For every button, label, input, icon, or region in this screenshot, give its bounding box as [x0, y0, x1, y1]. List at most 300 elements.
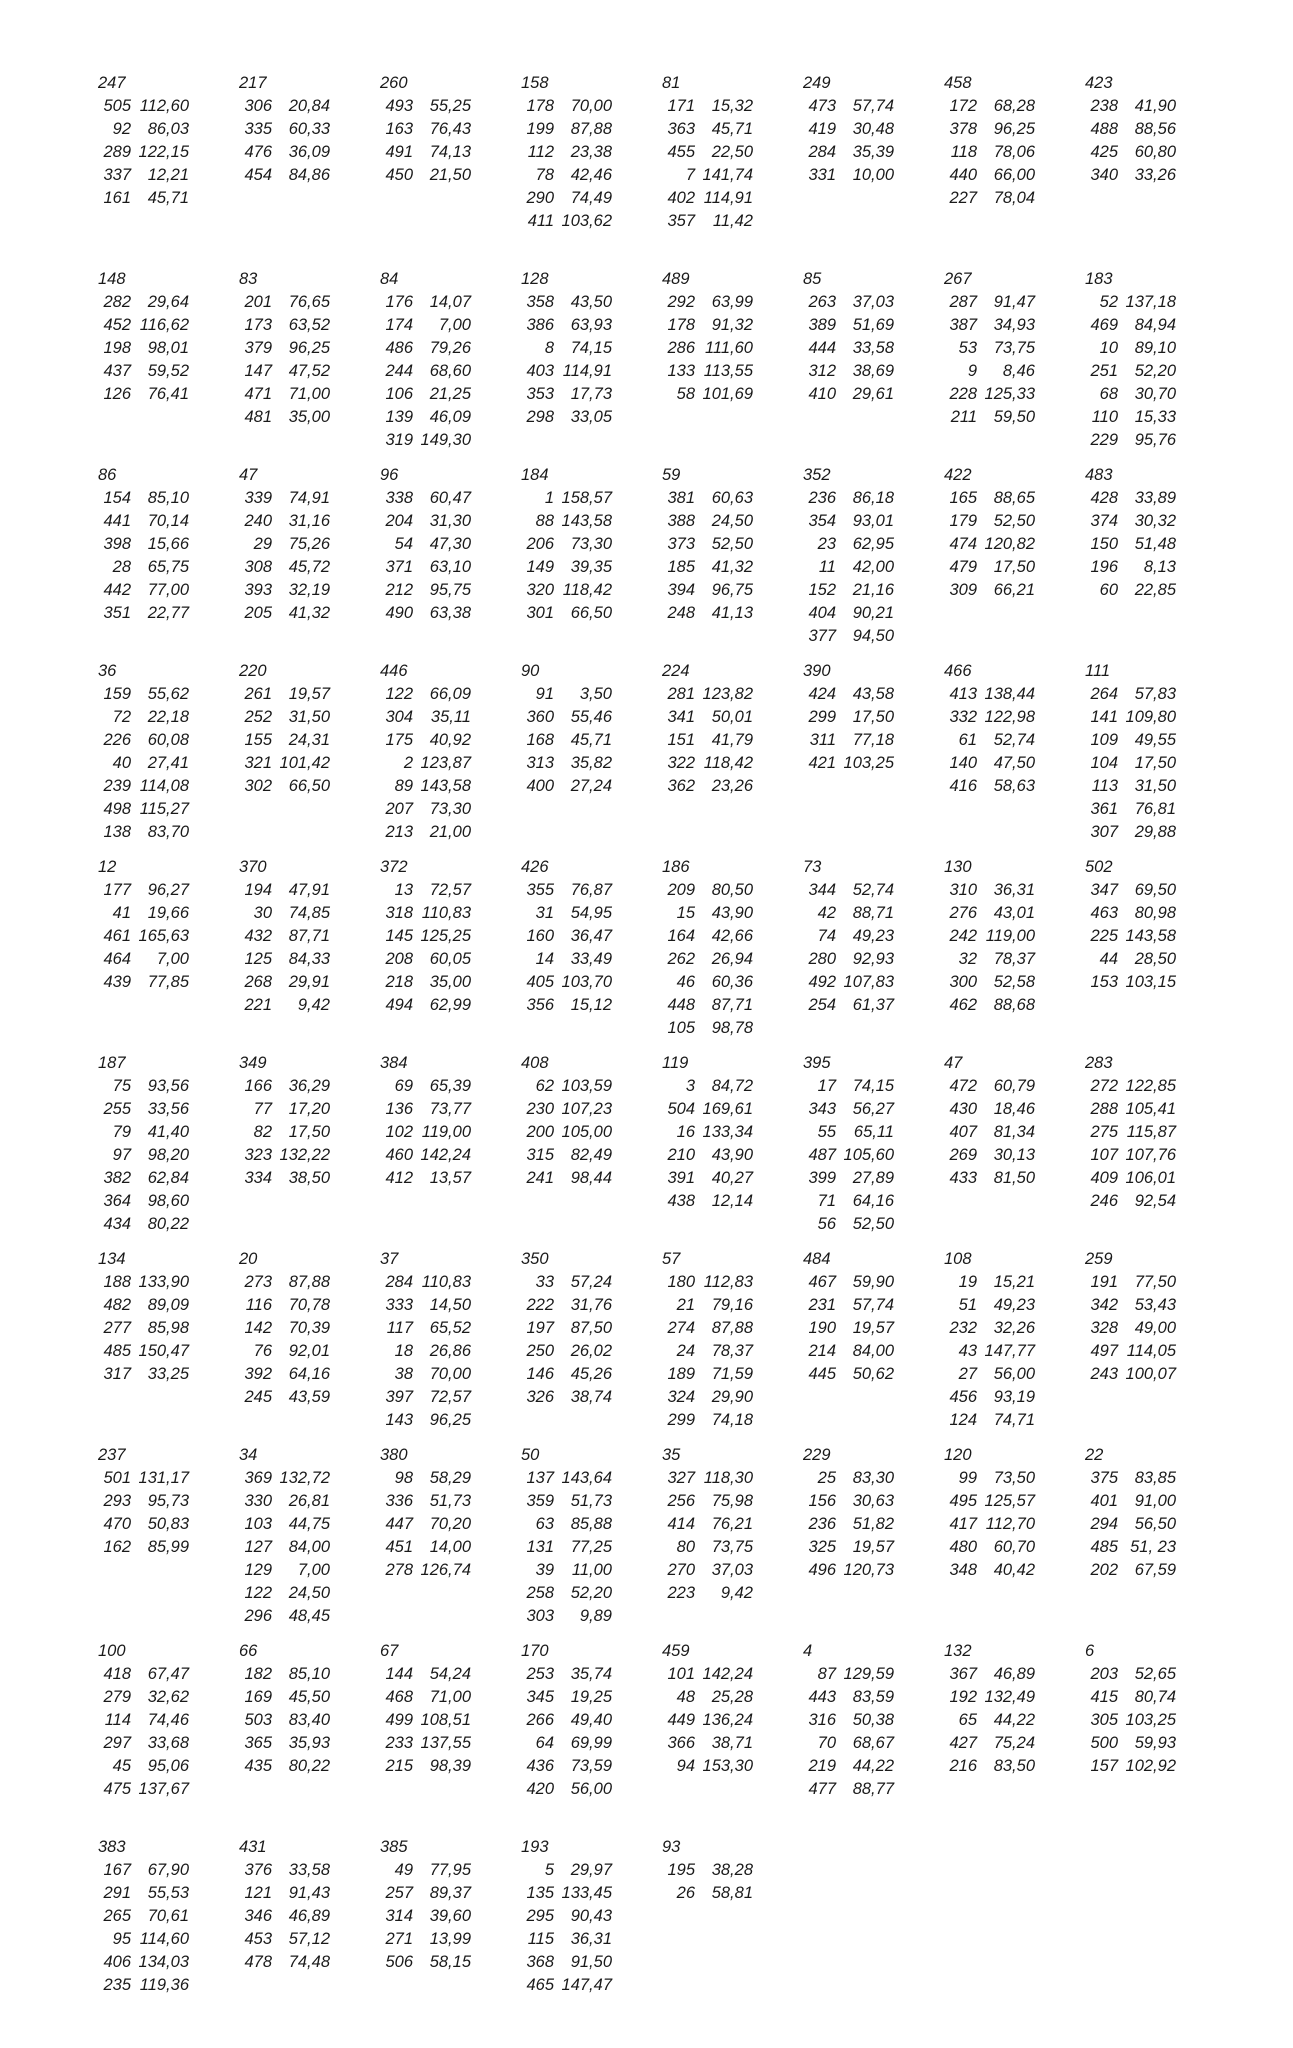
- row-value: 74,15: [570, 339, 612, 357]
- table-row: [803, 556, 898, 579]
- table-row: [803, 1755, 898, 1778]
- row-value: 92,54: [1134, 1192, 1176, 1210]
- table-row: [239, 118, 334, 141]
- block-heading: 67: [380, 1642, 399, 1660]
- table-row: [239, 602, 334, 625]
- table-row: [380, 360, 475, 383]
- row-number: 467: [808, 1273, 836, 1291]
- row-value: 103,25: [1125, 1711, 1176, 1729]
- table-row: [98, 1732, 193, 1755]
- row-number: 82: [253, 1123, 272, 1141]
- row-number: 221: [244, 996, 272, 1014]
- table-row: [98, 683, 193, 706]
- row-number: 375: [1090, 1469, 1118, 1487]
- row-value: 93,01: [852, 512, 894, 530]
- table-row: [239, 487, 334, 510]
- table-row: [521, 994, 616, 1017]
- row-number: 274: [667, 1319, 695, 1337]
- row-number: 5: [544, 1861, 554, 1879]
- table-row: [1085, 95, 1180, 118]
- table-row: [380, 706, 475, 729]
- row-value: 35,82: [570, 754, 612, 772]
- row-value: 85,88: [570, 1515, 612, 1533]
- row-number: 99: [958, 1469, 977, 1487]
- row-number: 293: [103, 1492, 131, 1510]
- data-block: [239, 268, 334, 429]
- row-number: 427: [949, 1734, 977, 1752]
- table-row: [98, 1928, 193, 1951]
- table-row: [98, 95, 193, 118]
- row-number: 147: [244, 362, 272, 380]
- row-number: 146: [526, 1365, 554, 1383]
- row-value: 28,50: [1134, 950, 1176, 968]
- table-row: [662, 533, 757, 556]
- table-row: [521, 1271, 616, 1294]
- table-row: [380, 1859, 475, 1882]
- data-block: [521, 1640, 616, 1801]
- row-number: 161: [103, 189, 131, 207]
- row-number: 401: [1090, 1492, 1118, 1510]
- row-value: 84,33: [288, 950, 330, 968]
- table-row: [521, 1467, 616, 1490]
- table-row: [803, 994, 898, 1017]
- row-value: 98,60: [147, 1192, 189, 1210]
- row-number: 403: [526, 362, 554, 380]
- table-row: [662, 1582, 757, 1605]
- row-number: 40: [112, 754, 131, 772]
- row-value: 137,18: [1125, 293, 1176, 311]
- row-number: 124: [949, 1411, 977, 1429]
- data-block: [98, 72, 193, 210]
- row-number: 332: [949, 708, 977, 726]
- row-value: 85,10: [147, 489, 189, 507]
- row-number: 49: [394, 1861, 413, 1879]
- row-value: 80,74: [1134, 1688, 1176, 1706]
- row-number: 179: [949, 512, 977, 530]
- row-number: 389: [808, 316, 836, 334]
- block-heading: 249: [803, 74, 831, 92]
- row-number: 122: [385, 685, 413, 703]
- table-row: [662, 1686, 757, 1709]
- table-row: [1085, 1167, 1180, 1190]
- table-row: [521, 602, 616, 625]
- row-number: 336: [385, 1492, 413, 1510]
- row-number: 51: [958, 1296, 977, 1314]
- table-row: [98, 1167, 193, 1190]
- row-value: 143,58: [561, 512, 612, 530]
- row-number: 388: [667, 512, 695, 530]
- row-value: 66,50: [288, 777, 330, 795]
- table-row: [662, 141, 757, 164]
- table-row: [239, 533, 334, 556]
- row-value: 41,32: [711, 558, 753, 576]
- table-row: [662, 1144, 757, 1167]
- table-row: [944, 1409, 1039, 1432]
- table-row: [803, 314, 898, 337]
- table-row: [1085, 1271, 1180, 1294]
- table-row: [521, 556, 616, 579]
- data-block: [1085, 1052, 1180, 1213]
- row-number: 305: [1090, 1711, 1118, 1729]
- row-number: 156: [808, 1492, 836, 1510]
- row-number: 404: [808, 604, 836, 622]
- row-value: 84,94: [1134, 316, 1176, 334]
- row-number: 275: [1090, 1123, 1118, 1141]
- row-number: 236: [808, 1515, 836, 1533]
- row-value: 60,80: [1134, 143, 1176, 161]
- table-row: [1085, 1513, 1180, 1536]
- block-heading: 380: [380, 1446, 408, 1464]
- row-value: 143,58: [420, 777, 471, 795]
- row-number: 500: [1090, 1734, 1118, 1752]
- table-row: [380, 429, 475, 452]
- row-value: 21,16: [852, 581, 894, 599]
- row-number: 272: [1090, 1077, 1118, 1095]
- table-row: [1085, 510, 1180, 533]
- row-value: 29,61: [852, 385, 894, 403]
- row-number: 425: [1090, 143, 1118, 161]
- table-row: [98, 798, 193, 821]
- row-number: 106: [385, 385, 413, 403]
- block-heading: 186: [662, 858, 690, 876]
- row-value: 33,49: [570, 950, 612, 968]
- row-number: 447: [385, 1515, 413, 1533]
- row-value: 77,50: [1134, 1273, 1176, 1291]
- table-row: [380, 1559, 475, 1582]
- row-value: 63,38: [429, 604, 471, 622]
- row-number: 262: [667, 950, 695, 968]
- data-block: [521, 464, 616, 625]
- row-value: 45,50: [288, 1688, 330, 1706]
- row-number: 137: [526, 1469, 554, 1487]
- row-value: 29,64: [147, 293, 189, 311]
- row-value: 51,69: [852, 316, 894, 334]
- row-number: 19: [958, 1273, 977, 1291]
- row-number: 468: [385, 1688, 413, 1706]
- table-row: [803, 1167, 898, 1190]
- row-value: 110,83: [421, 1273, 471, 1291]
- table-row: [521, 1559, 616, 1582]
- table-row: [803, 625, 898, 648]
- table-row: [944, 360, 1039, 383]
- row-value: 12,14: [711, 1192, 753, 1210]
- block-heading: 22: [1085, 1446, 1104, 1464]
- row-value: 24,50: [711, 512, 753, 530]
- row-number: 284: [808, 143, 836, 161]
- table-row: [1085, 948, 1180, 971]
- data-block: [521, 1444, 616, 1628]
- row-number: 334: [244, 1169, 272, 1187]
- row-number: 297: [103, 1734, 131, 1752]
- table-row: [380, 683, 475, 706]
- row-value: 63,99: [711, 293, 753, 311]
- table-row: [239, 1490, 334, 1513]
- table-row: [239, 1144, 334, 1167]
- row-number: 155: [244, 731, 272, 749]
- table-row: [662, 314, 757, 337]
- row-number: 309: [949, 581, 977, 599]
- table-row: [803, 360, 898, 383]
- row-number: 321: [244, 754, 272, 772]
- row-number: 505: [103, 97, 131, 115]
- data-block: [98, 1052, 193, 1236]
- row-number: 279: [103, 1688, 131, 1706]
- table-row: [1085, 1709, 1180, 1732]
- row-value: 87,71: [288, 927, 330, 945]
- row-number: 138: [103, 823, 131, 841]
- data-block: [98, 1836, 193, 1997]
- row-number: 115: [527, 1930, 554, 1948]
- table-row: [662, 210, 757, 233]
- row-number: 38: [394, 1365, 413, 1383]
- row-value: 72,57: [429, 881, 471, 899]
- data-block: [1085, 268, 1180, 452]
- row-number: 346: [244, 1907, 272, 1925]
- table-row: [380, 1340, 475, 1363]
- row-number: 481: [244, 408, 272, 426]
- table-row: [944, 314, 1039, 337]
- table-row: [239, 1536, 334, 1559]
- row-number: 402: [667, 189, 695, 207]
- table-row: [98, 1905, 193, 1928]
- table-row: [380, 798, 475, 821]
- table-row: [1085, 1363, 1180, 1386]
- row-value: 89,10: [1134, 339, 1176, 357]
- block-heading: 370: [239, 858, 267, 876]
- row-value: 51, 23: [1130, 1538, 1176, 1556]
- row-value: 83,85: [1134, 1469, 1176, 1487]
- row-value: 21,00: [429, 823, 471, 841]
- table-row: [803, 141, 898, 164]
- row-value: 27,41: [147, 754, 189, 772]
- row-value: 71,59: [711, 1365, 753, 1383]
- row-number: 387: [949, 316, 977, 334]
- data-block: [1085, 1444, 1180, 1582]
- row-value: 87,88: [288, 1273, 330, 1291]
- row-value: 22,77: [147, 604, 189, 622]
- row-value: 44,75: [288, 1515, 330, 1533]
- row-value: 25,28: [711, 1688, 753, 1706]
- row-number: 97: [112, 1146, 131, 1164]
- table-row: [380, 164, 475, 187]
- table-row: [380, 1294, 475, 1317]
- row-number: 140: [949, 754, 977, 772]
- row-number: 453: [244, 1930, 272, 1948]
- row-value: 60,79: [993, 1077, 1035, 1095]
- table-row: [98, 602, 193, 625]
- table-row: [803, 879, 898, 902]
- table-row: [380, 948, 475, 971]
- row-value: 31,16: [288, 512, 330, 530]
- row-number: 257: [385, 1884, 413, 1902]
- row-value: 60,47: [429, 489, 471, 507]
- row-number: 201: [244, 293, 272, 311]
- table-row: [1085, 360, 1180, 383]
- block-heading: 35: [662, 1446, 681, 1464]
- table-row: [944, 1513, 1039, 1536]
- table-row: [803, 1121, 898, 1144]
- row-number: 376: [244, 1861, 272, 1879]
- table-row: [944, 752, 1039, 775]
- table-row: [662, 1859, 757, 1882]
- table-row: [98, 1859, 193, 1882]
- data-block: [239, 72, 334, 187]
- row-number: 477: [808, 1780, 836, 1798]
- table-row: [803, 1213, 898, 1236]
- table-row: [380, 1490, 475, 1513]
- row-number: 397: [385, 1388, 413, 1406]
- row-value: 47,52: [288, 362, 330, 380]
- row-value: 88,71: [852, 904, 894, 922]
- table-row: [944, 383, 1039, 406]
- row-number: 110: [1091, 408, 1118, 426]
- data-block: [803, 1248, 898, 1386]
- row-value: 60,36: [711, 973, 753, 991]
- row-value: 56,50: [1134, 1515, 1176, 1533]
- table-row: [1085, 1559, 1180, 1582]
- row-value: 45,71: [570, 731, 612, 749]
- table-row: [1085, 141, 1180, 164]
- row-number: 348: [949, 1561, 977, 1579]
- row-value: 57,24: [570, 1273, 612, 1291]
- data-block: [380, 464, 475, 625]
- row-value: 14,07: [429, 293, 471, 311]
- row-value: 119,00: [985, 927, 1035, 945]
- row-number: 144: [385, 1665, 413, 1683]
- row-number: 213: [385, 823, 413, 841]
- row-value: 39,60: [429, 1907, 471, 1925]
- data-block: [1085, 856, 1180, 994]
- table-row: [98, 118, 193, 141]
- row-value: 45,72: [288, 558, 330, 576]
- row-value: 43,90: [711, 904, 753, 922]
- row-number: 433: [949, 1169, 977, 1187]
- table-row: [380, 556, 475, 579]
- table-row: [521, 187, 616, 210]
- block-heading: 90: [521, 662, 540, 680]
- row-value: 41,79: [711, 731, 753, 749]
- row-number: 324: [667, 1388, 695, 1406]
- row-number: 149: [526, 558, 554, 576]
- row-number: 381: [667, 489, 695, 507]
- row-value: 74,48: [288, 1953, 330, 1971]
- table-row: [521, 902, 616, 925]
- table-row: [239, 1755, 334, 1778]
- row-number: 420: [526, 1780, 554, 1798]
- table-row: [521, 487, 616, 510]
- table-row: [380, 752, 475, 775]
- table-row: [1085, 1075, 1180, 1098]
- table-row: [662, 118, 757, 141]
- row-number: 365: [244, 1734, 272, 1752]
- row-number: 316: [808, 1711, 836, 1729]
- row-value: 33,58: [288, 1861, 330, 1879]
- table-row: [239, 879, 334, 902]
- row-value: 22,18: [147, 708, 189, 726]
- row-value: 122,98: [984, 708, 1035, 726]
- row-value: 66,00: [993, 166, 1035, 184]
- row-number: 136: [385, 1100, 413, 1118]
- block-heading: 372: [380, 858, 408, 876]
- row-value: 56,00: [993, 1365, 1035, 1383]
- row-number: 299: [808, 708, 836, 726]
- table-row: [944, 925, 1039, 948]
- block-heading: 183: [1085, 270, 1113, 288]
- row-number: 318: [385, 904, 413, 922]
- block-heading: 384: [380, 1054, 408, 1072]
- table-row: [98, 1709, 193, 1732]
- row-value: 41,40: [147, 1123, 189, 1141]
- table-row: [380, 1663, 475, 1686]
- row-number: 400: [526, 777, 554, 795]
- data-block: [239, 856, 334, 1017]
- row-value: 83,70: [147, 823, 189, 841]
- row-value: 81,50: [993, 1169, 1035, 1187]
- row-value: 47,50: [993, 754, 1035, 772]
- table-row: [944, 487, 1039, 510]
- row-value: 95,06: [147, 1757, 189, 1775]
- table-row: [98, 1098, 193, 1121]
- row-number: 44: [1099, 950, 1118, 968]
- row-value: 18,46: [993, 1100, 1035, 1118]
- row-value: 125,33: [984, 385, 1035, 403]
- row-number: 292: [667, 293, 695, 311]
- block-heading: 59: [662, 466, 681, 484]
- row-number: 345: [526, 1688, 554, 1706]
- table-row: [98, 1490, 193, 1513]
- data-block: [98, 856, 193, 994]
- row-value: 58,81: [711, 1884, 753, 1902]
- table-row: [521, 95, 616, 118]
- data-block: [1085, 660, 1180, 844]
- block-heading: 12: [98, 858, 117, 876]
- row-number: 342: [1090, 1296, 1118, 1314]
- table-row: [98, 1974, 193, 1997]
- row-value: 118,42: [562, 581, 612, 599]
- row-number: 48: [676, 1688, 695, 1706]
- table-row: [239, 994, 334, 1017]
- row-number: 268: [244, 973, 272, 991]
- data-block: [944, 464, 1039, 602]
- table-row: [803, 1559, 898, 1582]
- table-row: [98, 360, 193, 383]
- table-row: [1085, 1732, 1180, 1755]
- row-number: 192: [949, 1688, 977, 1706]
- row-value: 24,50: [288, 1584, 330, 1602]
- table-row: [239, 1663, 334, 1686]
- row-number: 314: [385, 1907, 413, 1925]
- row-number: 87: [817, 1665, 836, 1683]
- row-value: 131,17: [138, 1469, 189, 1487]
- data-block: [944, 268, 1039, 429]
- row-value: 73,75: [711, 1538, 753, 1556]
- row-number: 287: [949, 293, 977, 311]
- row-value: 74,46: [147, 1711, 189, 1729]
- row-value: 52,58: [993, 973, 1035, 991]
- row-value: 86,18: [852, 489, 894, 507]
- row-value: 38,71: [711, 1734, 753, 1752]
- table-row: [98, 1121, 193, 1144]
- table-row: [239, 752, 334, 775]
- data-block: [380, 1444, 475, 1582]
- table-row: [239, 683, 334, 706]
- row-value: 10,00: [852, 166, 894, 184]
- row-value: 26,81: [288, 1492, 330, 1510]
- table-row: [380, 1386, 475, 1409]
- block-heading: 20: [239, 1250, 258, 1268]
- data-block: [803, 856, 898, 1017]
- table-row: [944, 775, 1039, 798]
